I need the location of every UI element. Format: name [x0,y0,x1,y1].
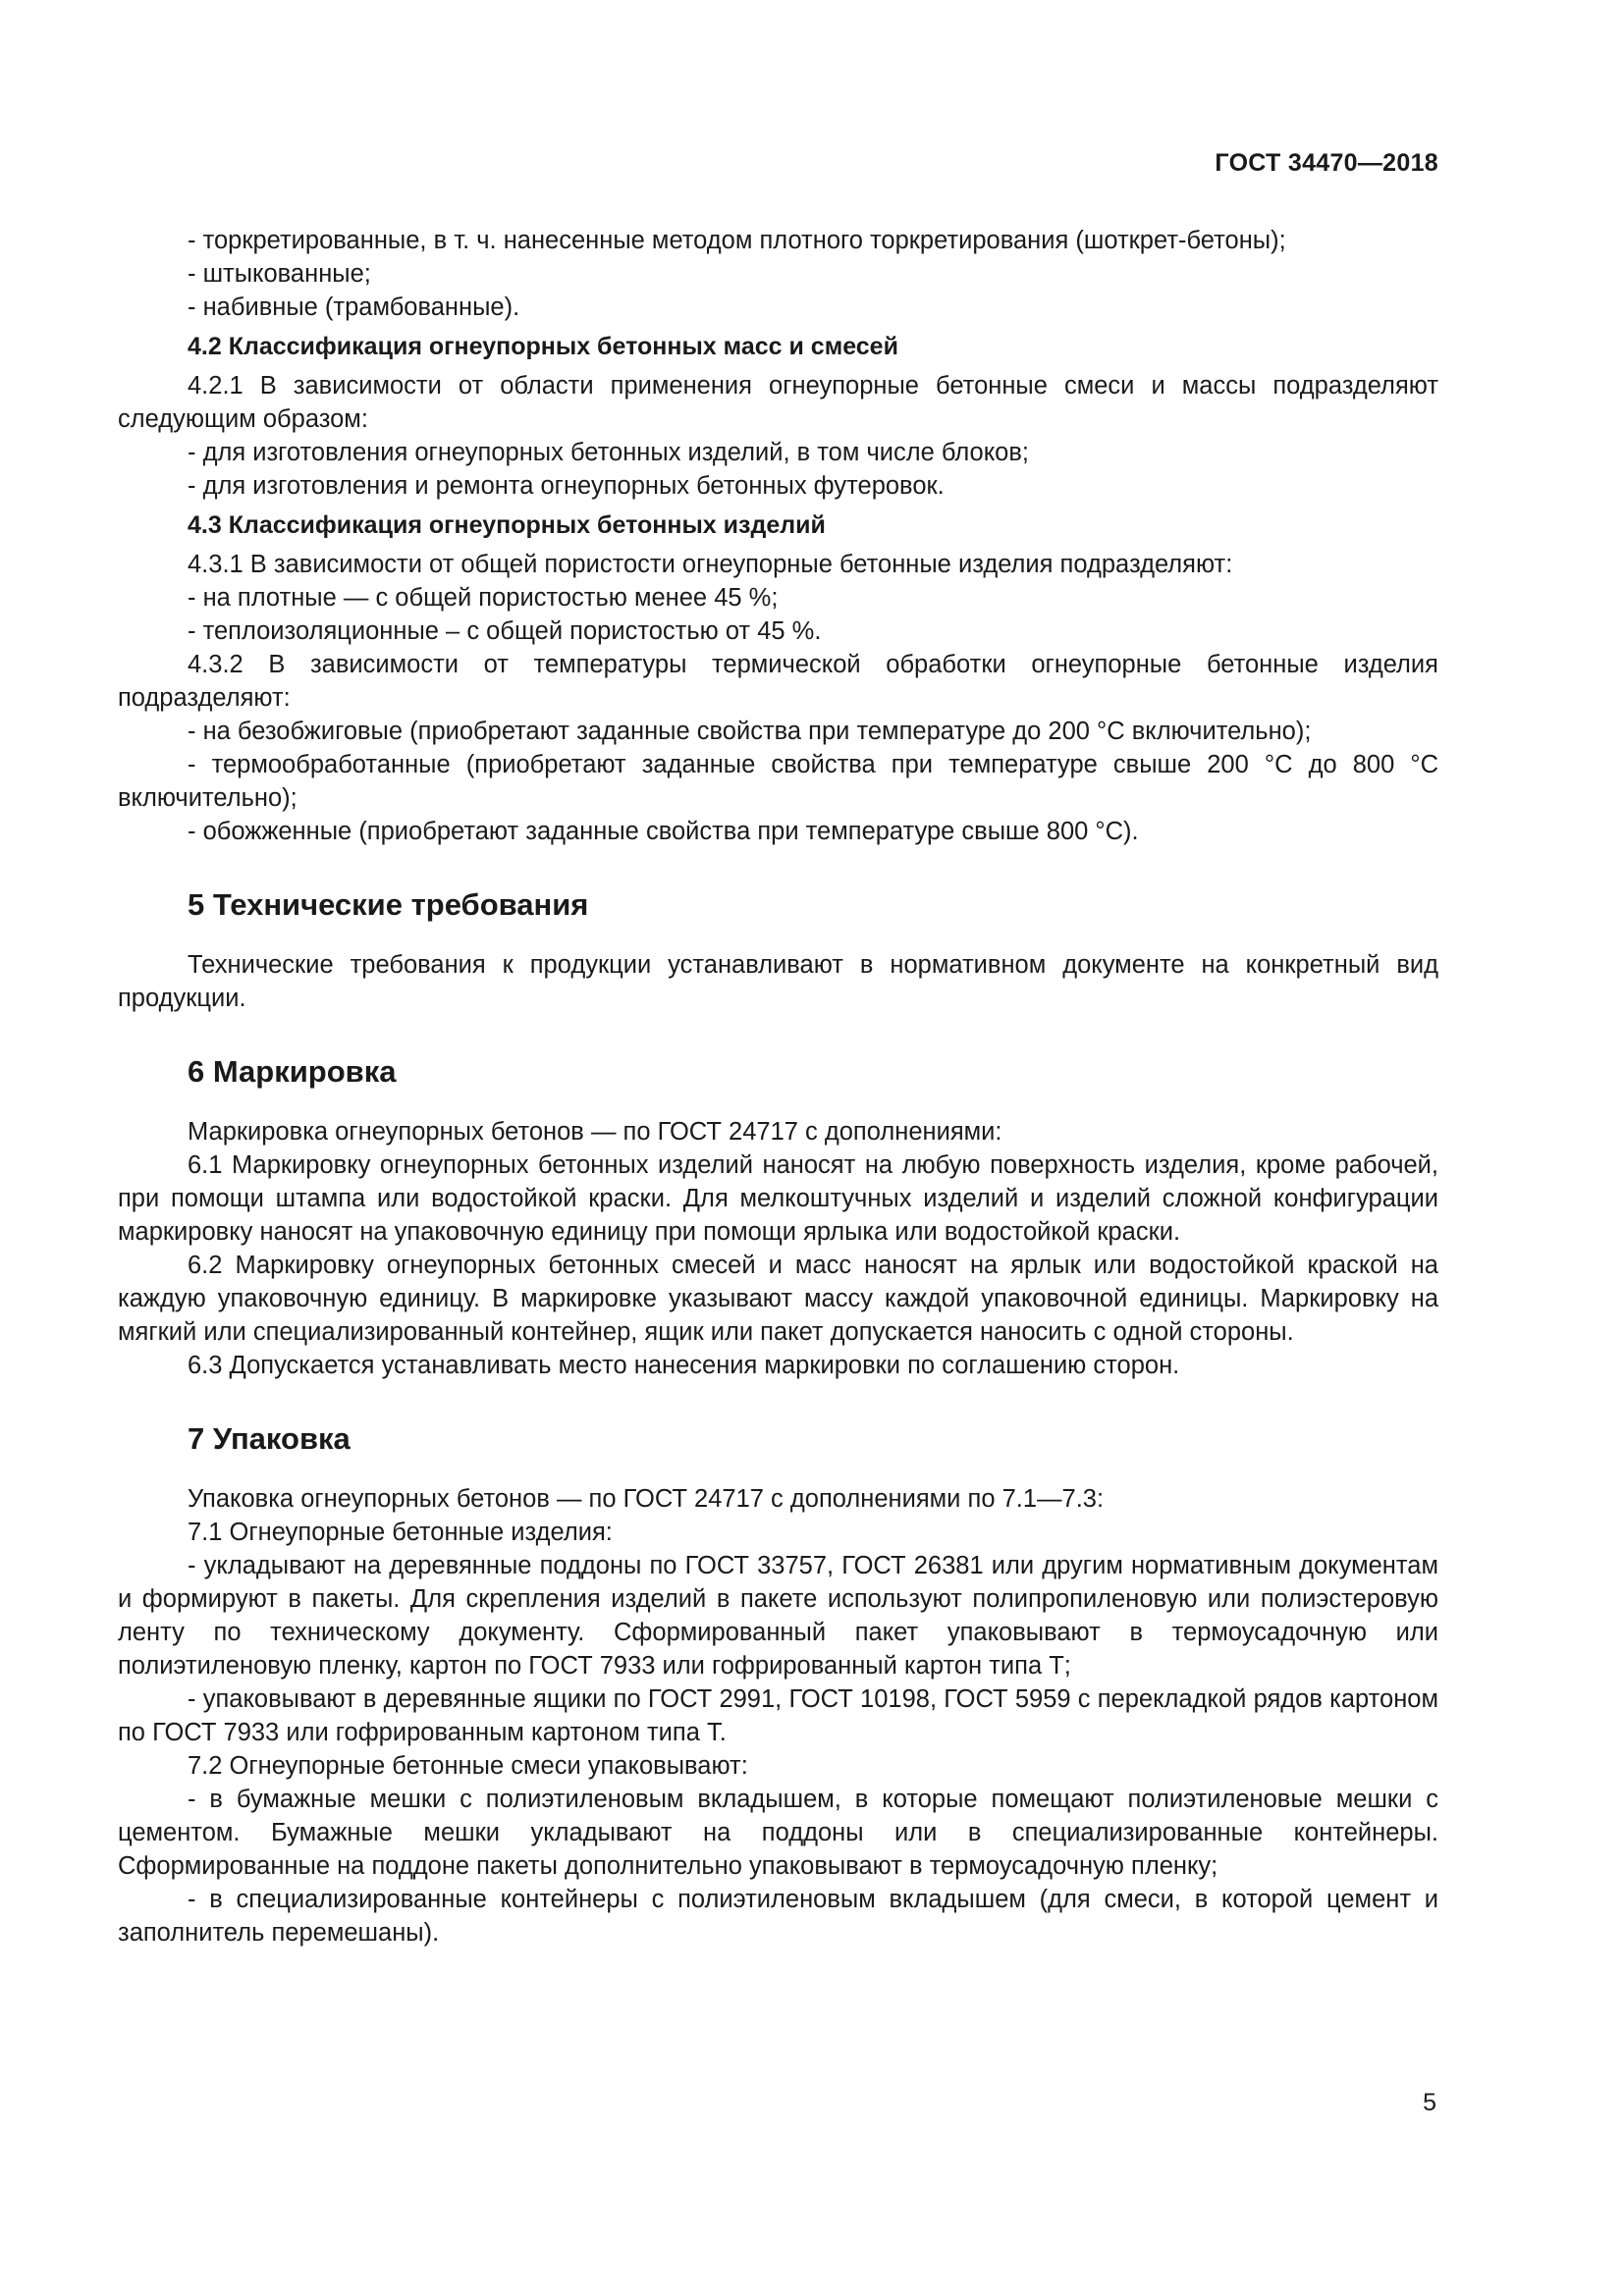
paragraph: 6.1 Маркировку огнеупорных бетонных изделий наносят на любую поверхность изделия, кроме рабочей, при помощи штампа или водостойкой краски. Для мелкоштучных изделий и изделий сложной конфигурации маркировку наносят на упаковочную единицу при помощи ярлыка или водостойкой краски. [118,1151,1438,1246]
paragraph: Маркировка огнеупорных бетонов — по ГОСТ 24717 с дополнениями: [188,1118,1002,1146]
paragraph: 4.3.2 В зависимости от температуры термической обработки огнеупорные бетонные изделия подразделяют: [118,651,1438,712]
paragraph: 4.3.1 В зависимости от общей пористости огнеупорные бетонные изделия подразделяют: [188,551,1233,578]
paragraph: - для изготовления и ремонта огнеупорных бетонных футеровок. [188,472,945,500]
section-heading: 6 Маркировка [188,1054,397,1089]
paragraph: - обожженные (приобретают заданные свойства при температуре свыше 800 °С). [188,818,1139,845]
document-body [118,224,1438,1949]
subsection-heading: 4.3 Классификация огнеупорных бетонных изделий [188,511,826,539]
paragraph: - теплоизоляционные – с общей пористостью от 45 %. [188,617,822,645]
subsection-heading: 4.2 Классификация огнеупорных бетонных масс и смесей [188,333,898,360]
paragraph: - в бумажные мешки с полиэтиленовым вкладышем, в которые помещают полиэтиленовые мешки с цементом. Бумажные мешки укладывают на поддоны или в специализированные контейнеры. Сформированные на поддоне пакеты дополнительно упаковывают в термоусадочную пленку; [118,1786,1438,1880]
paragraph: - укладывают на деревянные поддоны по ГОСТ 33757, ГОСТ 26381 или другим нормативным документам и формируют в пакеты. Для скрепления изделий в пакете используют полипропиленовую или полиэстеровую ленту по техническому документу. Сформированный пакет упаковывают в термоусадочную или полиэтиленовую пленку, картон по ГОСТ 7933 или гофрированный картон типа Т; [118,1552,1438,1680]
paragraph: 7.1 Огнеупорные бетонные изделия: [188,1519,613,1546]
paragraph: - на безобжиговые (приобретают заданные свойства при температуре до 200 °С включительно); [188,718,1312,745]
section-heading: 5 Технические требования [188,887,589,922]
paragraph: Упаковка огнеупорных бетонов — по ГОСТ 24717 с дополнениями по 7.1—7.3: [188,1485,1105,1513]
section-heading: 7 Упаковка [188,1421,351,1456]
paragraph: - термообработанные (приобретают заданные свойства при температуре свыше 200 °С до 800 °С включительно); [118,751,1438,812]
paragraph: - упаковывают в деревянные ящики по ГОСТ 2991, ГОСТ 10198, ГОСТ 5959 с перекладкой рядов картоном по ГОСТ 7933 или гофрированным картоном типа Т. [118,1685,1438,1746]
paragraph: 6.2 Маркировку огнеупорных бетонных смесей и масс наносят на ярлык или водостойкой краской на каждую упаковочную единицу. В маркировке указывают массу каждой упаковочной единицы. Маркировку на мягкий или специализированный контейнер, ящик или пакет допускается наносить с одной стороны. [118,1252,1438,1346]
paragraph: 6.3 Допускается устанавливать место нанесения маркировки по соглашению сторон. [188,1352,1180,1379]
paragraph: - штыкованные; [188,260,371,288]
paragraph: 7.2 Огнеупорные бетонные смеси упаковывают: [188,1752,748,1780]
paragraph: - на плотные — с общей пористостью менее 45 %; [188,584,779,612]
paragraph: 4.2.1 В зависимости от области применения огнеупорные бетонные смеси и массы подразделяют следующим образом: [118,372,1438,433]
paragraph: - для изготовления огнеупорных бетонных изделий, в том числе блоков; [188,439,1029,466]
paragraph: - набивные (трамбованные). [188,294,520,321]
paragraph: - в специализированные контейнеры с полиэтиленовым вкладышем (для смеси, в которой цемент и заполнитель перемешаны). [118,1886,1438,1947]
document-code: ГОСТ 34470—2018 [1215,149,1438,177]
page-number: 5 [1423,2089,1436,2116]
paragraph: Технические требования к продукции устанавливают в нормативном документе на конкретный вид продукции. [118,951,1438,1012]
paragraph: - торкретированные, в т. ч. нанесенные методом плотного торкретирования (шоткрет-бетоны); [188,227,1286,254]
